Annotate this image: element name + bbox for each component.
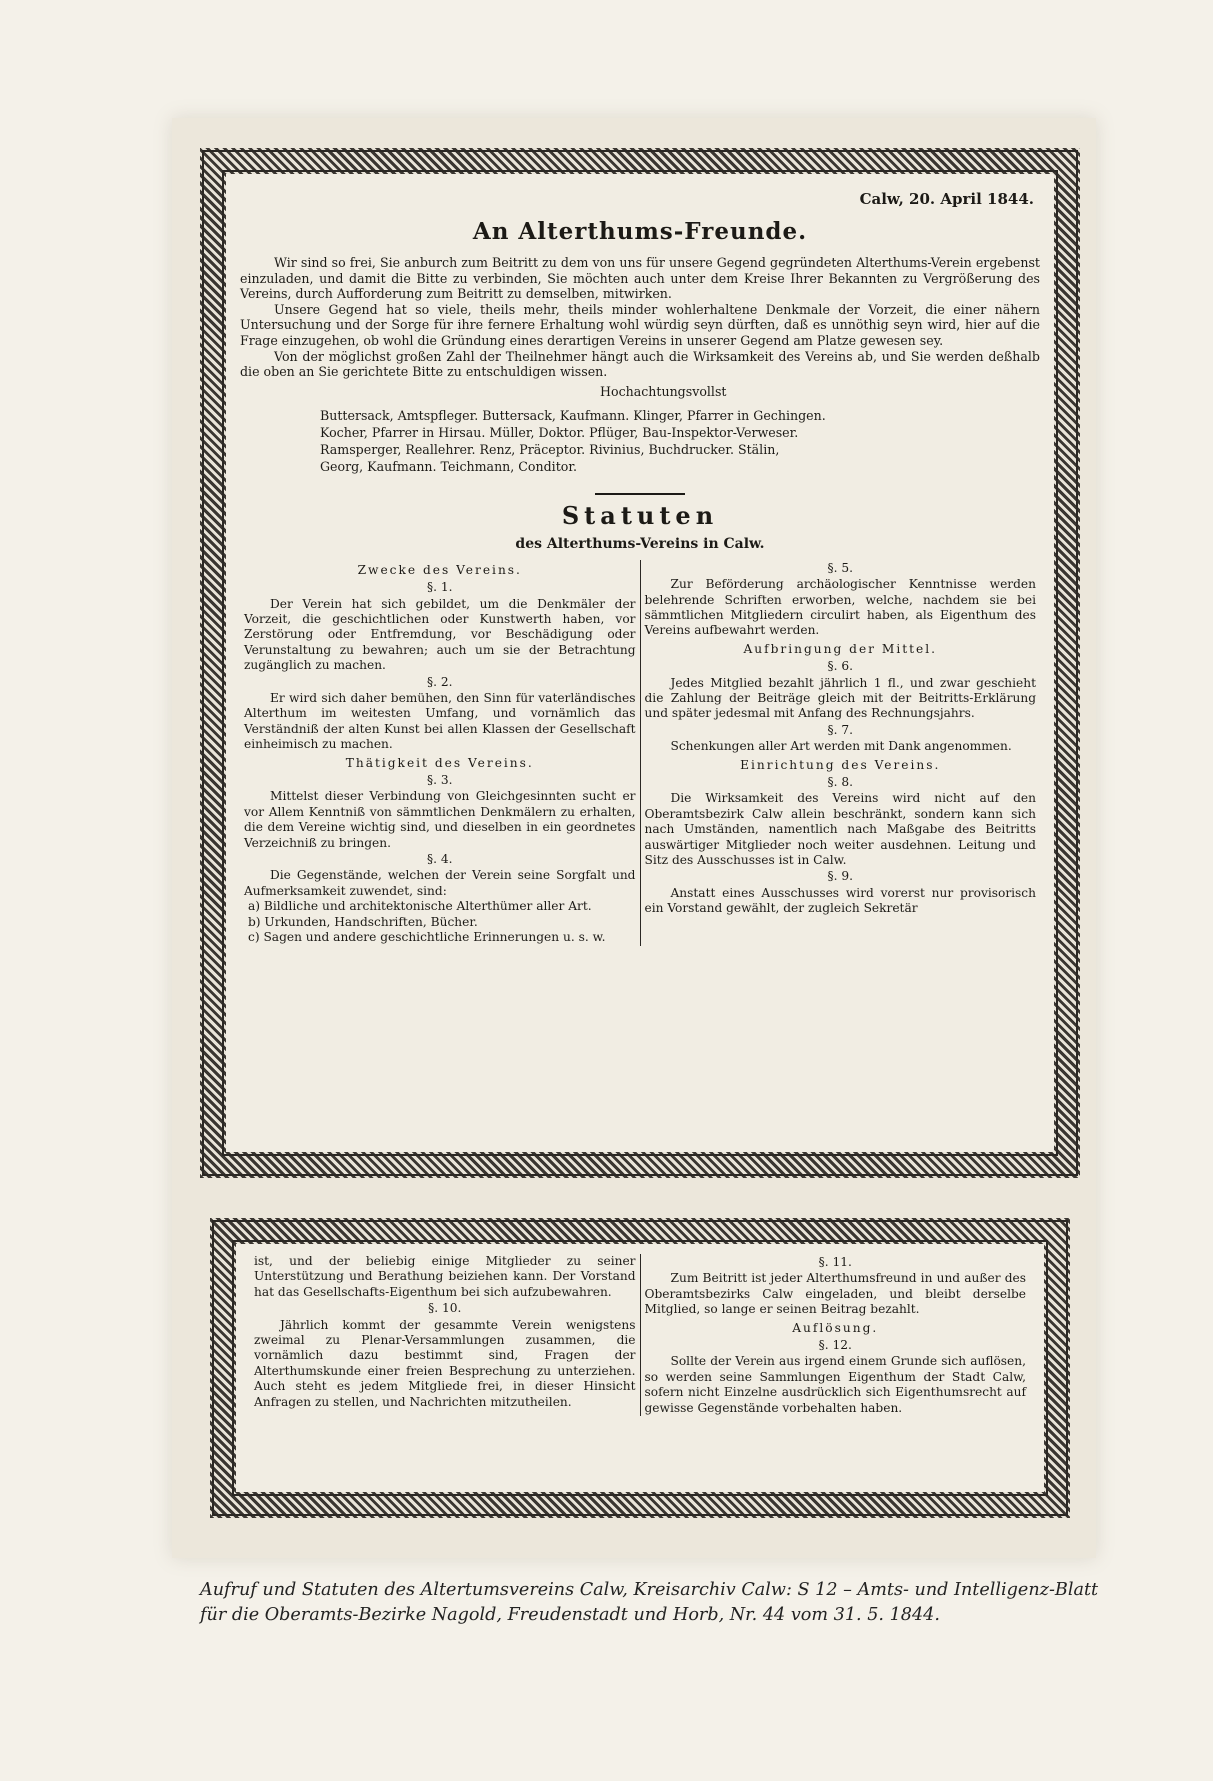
signatory-line: Georg, Kaufmann. Teichmann, Conditor. (320, 458, 577, 474)
paragraph-text: Anstatt eines Ausschusses wird vorerst nur provisorisch ein Vorstand gewählt, der zugleich Sekretär (644, 885, 1036, 916)
section-heading: Einrichtung des Vereins. (740, 757, 941, 772)
signatories (320, 407, 1040, 475)
announcement-paragraph-3: Von der möglichst großen Zahl der Theilnehmer hängt auch die Wirksamkeit des Vereins ab, und Sie werden deßhalb die oben an Sie gerichtete Bitte zu entschuldigen wissen. (240, 348, 1040, 380)
paragraph-number: §. 9. (827, 869, 853, 884)
list-item: c) Sagen und andere geschichtliche Erinnerungen u. s. w. (248, 930, 606, 945)
paragraph-text: Zur Beförderung archäologischer Kenntnisse werden belehrende Schriften erworben, welche, nachdem sie bei sämmtlichen Mitgliedern circulirt haben, als Eigenthum des Vereins aufbewahrt werden. (644, 577, 1036, 638)
paragraph-number: §. 1. (427, 580, 453, 595)
paragraph-number: §. 11. (818, 1255, 852, 1269)
paragraph-text: Sollte der Verein aus irgend einem Grunde sich auflösen, so werden seine Sammlungen Eigenthum der Stadt Calw, sofern nicht Einzelne ausdrücklich sich Eigenthumsrecht auf gewisse Gegenstände vorbehalten haben. (644, 1354, 1026, 1415)
continuation-panel (210, 1218, 1070, 1518)
paragraph-text: Mittelst dieser Verbindung von Gleichgesinnten sucht er vor Allem Kenntniß von sämmtlichen Denkmälern zu erhalten, die dem Vereine wichtig sind, und dieselben in ein geordnetes Verzeichniß zu bringen. (244, 789, 636, 850)
headline: An Alterthums-Freunde. (472, 218, 808, 245)
announcement-paragraph-1: Wir sind so frei, Sie anburch zum Beitritt zu dem von uns für unsere Gegend gegründeten Alterthums-Verein ergebenst einzuladen, und damit die Bitte zu verbinden, Sie möchten auch unter dem Kreise Ihrer Bekannten zu Vergrößerung des Vereins, durch Aufforderung zum Beitritt zu demselben, mitwirken. (240, 255, 1040, 302)
paragraph-number: §. 12. (818, 1338, 852, 1353)
paragraph-number: §. 10. (428, 1301, 462, 1316)
paragraph-text: Schenkungen aller Art werden mit Dank angenommen. (670, 739, 1012, 754)
closing-salutation: Hochachtungsvollst (600, 383, 727, 399)
paragraph-text: Jährlich kommt der gesammte Verein wenigstens zweimal zu Plenar-Versammlungen zusammen, die vornämlich dazu bestimmt sind, Fragen der Alterthumskunde einer freien Besprechung zu unterziehen. Auch steht es jedem Mitgliede frei, in dieser Hinsicht Anfragen zu stellen, und Nachrichten mitzutheilen. (254, 1317, 636, 1409)
signatory-line: Ramsperger, Reallehrer. Renz, Präceptor. Rivinius, Buchdrucker. Stälin, (320, 441, 780, 457)
continuation-left-column (250, 1254, 641, 1416)
paragraph-number: §. 8. (827, 775, 853, 790)
paragraph-text: Die Wirksamkeit des Vereins wird nicht auf den Oberamtsbezirk Calw allein beschränkt, sondern kann sich nach Umständen, namentlich nach Maßgabe des Beitritts auswärtiger Mitglieder noch weiter ausdehnen. Leitung und Sitz des Ausschusses ist in Calw. (644, 791, 1036, 868)
figure-caption: Aufruf und Statuten des Altertumsvereins Calw, Kreisarchiv Calw: S 12 – Amts- und Intelligenz-Blatt für die Oberamts-Bezirke Nagold, Freudenstadt und Horb, Nr. 44 vom 31. 5. 1844. (200, 1580, 1099, 1625)
paragraph-number: §. 7. (827, 722, 853, 737)
paragraph-text: Der Verein hat sich gebildet, um die Denkmäler der Vorzeit, die geschichtlichen oder Kunstwerth haben, vor Zerstörung oder Entfremdung, vor Beschädigung oder Verunstaltung zu bewahren; auch um sie der Betrachtung zugänglich zu machen. (244, 596, 636, 673)
statutes-right-column (641, 560, 1041, 946)
paragraph-text: Jedes Mitglied bezahlt jährlich 1 fl., und zwar geschieht die Zahlung der Beiträge gleich mit der Beitritts-Erklärung und später jedesmal mit Anfang des Rechnungsjahrs. (644, 675, 1036, 721)
section-heading: Aufbringung der Mittel. (743, 641, 938, 656)
paragraph-text: Er wird sich daher bemühen, den Sinn für vaterländisches Alterthum im weitesten Umfang, und vornämlich das Verständniß der alten Kunst bei allen Klassen der Gesellschaft einheimisch zu machen. (244, 691, 636, 752)
statutes-title: Statuten (561, 500, 719, 530)
paragraph-text: Zum Beitritt ist jeder Alterthumsfreund in und außer des Oberamtsbezirks Calw eingeladen, und bleibt derselbe Mitglied, so lange er seinen Beitrag bezahlt. (644, 1271, 1026, 1317)
paragraph-text: Die Gegenstände, welchen der Verein seine Sorgfalt und Aufmerksamkeit zuwendet, sind: (244, 868, 636, 898)
list-item: b) Urkunden, Handschriften, Bücher. (248, 914, 478, 929)
section-heading: Auflösung. (792, 1320, 879, 1335)
divider-rule (595, 493, 685, 495)
paragraph-text: ist, und der beliebig einige Mitglieder zu seiner Unterstützung und Berathung beiziehen kann. Der Vorstand hat das Gesellschafts-Eigenthum bei sich aufzubewahren. (254, 1254, 636, 1299)
signatory-line: Buttersack, Amtspfleger. Buttersack, Kaufmann. Klinger, Pfarrer in Gechingen. (320, 407, 826, 423)
paragraph-number: §. 3. (427, 773, 453, 788)
continuation-right-column (641, 1254, 1031, 1416)
statutes-columns (240, 560, 1040, 946)
signatory-line: Kocher, Pfarrer in Hirsau. Müller, Doktor. Pflüger, Bau-Inspektor-Verweser. (320, 424, 799, 440)
announcement-paragraph-2: Unsere Gegend hat so viele, theils mehr, theils minder wohlerhaltene Denkmale der Vorzeit, die einer nähern Untersuchung und der Sorge für ihre fernere Erhaltung wohl würdig seyn dürften, daß es unnöthig seyn wird, hier auf die Frage einzugehen, ob wohl die Gründung eines derartigen Vereins in unserer Gegend am Platze gewesen sey. (240, 301, 1040, 348)
list-item: a) Bildliche und architektonische Alterthümer aller Art. (248, 899, 592, 914)
section-heading: Zwecke des Vereins. (357, 562, 522, 577)
dateline: Calw, 20. April 1844. (859, 190, 1034, 208)
continuation-columns (250, 1254, 1030, 1416)
paragraph-number: §. 5. (827, 560, 853, 575)
announcement-panel (200, 148, 1080, 1178)
paragraph-number: §. 6. (827, 659, 853, 674)
section-heading: Thätigkeit des Vereins. (345, 755, 534, 770)
statutes-subtitle: des Alterthums-Vereins in Calw. (515, 535, 765, 552)
paragraph-number: §. 2. (427, 674, 453, 689)
paragraph-number: §. 4. (427, 852, 453, 867)
statutes-left-column (240, 560, 641, 946)
